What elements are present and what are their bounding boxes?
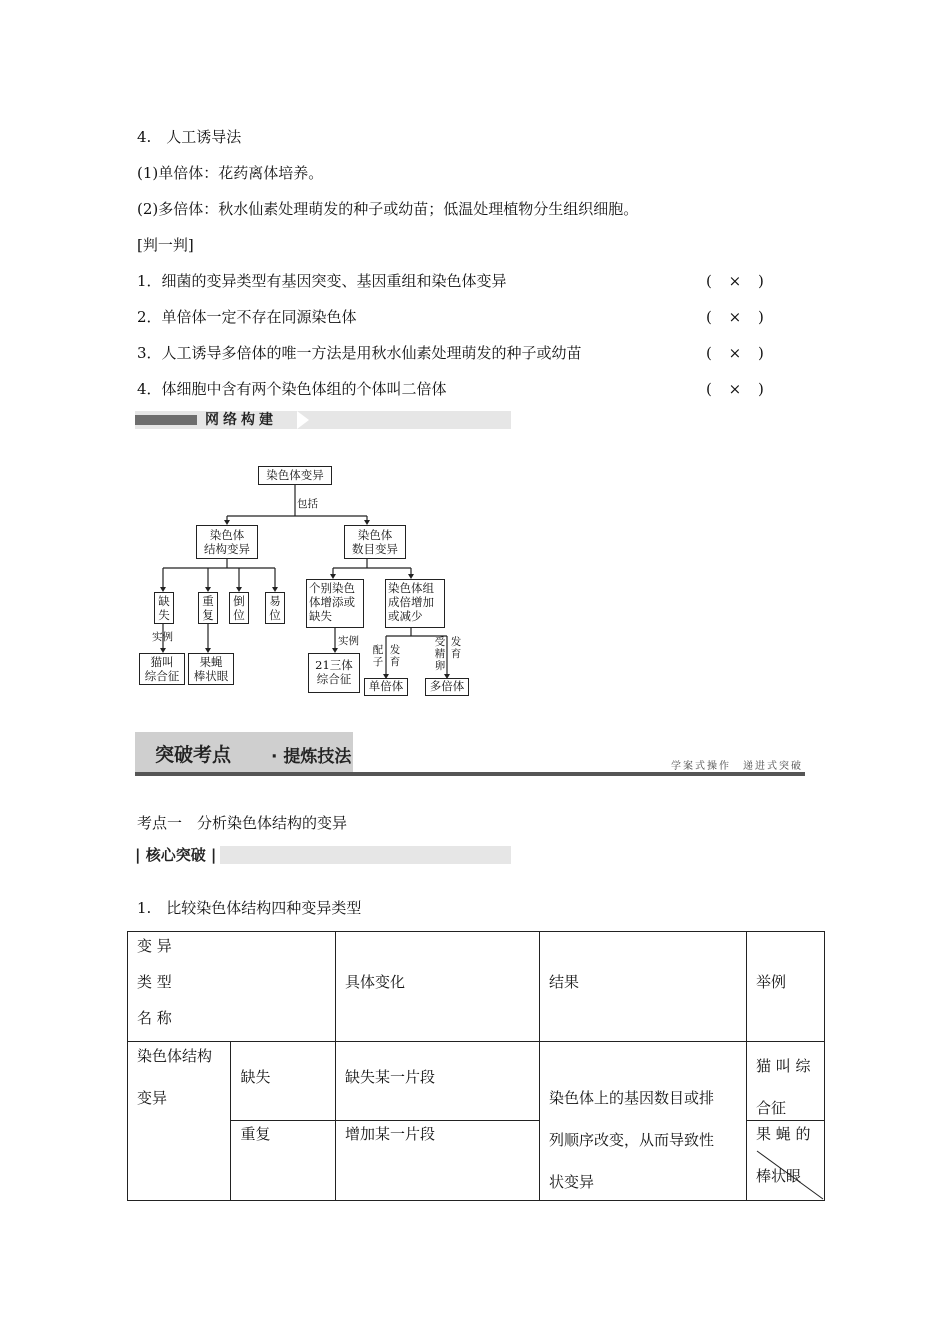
node-t21-line2: 综合征	[316, 672, 352, 686]
cell-type-duplication	[231, 1121, 336, 1201]
example-duplication-line1: 果 蝇 的	[756, 1125, 811, 1143]
diagonal-slash-mark	[747, 1121, 825, 1201]
header-result	[540, 932, 747, 1042]
cell-change-deletion	[336, 1042, 540, 1121]
node-deletion: 缺失	[154, 592, 174, 624]
breakthrough-subtitle: · 提炼技法	[271, 747, 352, 767]
node-duplication: 重复	[198, 592, 218, 624]
network-bar-accent	[135, 415, 197, 425]
node-cri-du-chat	[139, 653, 185, 685]
node-number-variation	[344, 525, 406, 559]
cell-type-deletion	[231, 1042, 336, 1121]
example-duplication-line2: 棒状眼	[756, 1167, 802, 1185]
header-type-line1: 变 异	[137, 937, 172, 955]
node-bar-eye	[188, 653, 234, 685]
judge-mark-2: ( × )	[706, 308, 770, 326]
node-number-line1: 染色体	[357, 528, 393, 542]
breakthrough-tagline: 学案式操作 递进式突破	[671, 761, 803, 772]
result-line2: 列顺序改变，从而导致性	[549, 1131, 715, 1149]
node-set-line1: 染色体组	[388, 581, 434, 595]
type-duplication-text: 重复	[240, 1125, 271, 1143]
breakthrough-header	[135, 732, 805, 776]
node-structure-variation	[196, 525, 258, 559]
node-fly-line1: 果蝇	[199, 655, 223, 669]
judge-item-3: 3．人工诱导多倍体的唯一方法是用秋水仙素处理萌发的种子或幼苗	[137, 344, 582, 362]
label-example-2: 实例	[338, 635, 359, 647]
node-indiv-line2: 体增添或	[309, 595, 355, 609]
change-deletion-text: 缺失某一片段	[345, 1068, 436, 1086]
node-individual-chromosome	[306, 579, 364, 628]
cell-example-deletion	[747, 1042, 825, 1121]
network-section-bar	[135, 411, 511, 429]
header-type-line2: 类 型	[137, 973, 172, 991]
judge-item-2: 2．单倍体一定不存在同源染色体	[137, 308, 357, 326]
method-item-haploid: (1)单倍体：花药离体培养。	[137, 164, 324, 182]
node-set-line2: 成倍增加	[388, 595, 434, 609]
label-gamete: 配子	[372, 644, 384, 668]
judge-title: [判一判]	[137, 236, 194, 254]
network-section-title: 网络构建	[205, 412, 277, 428]
type-deletion-text: 缺失	[240, 1068, 271, 1086]
change-duplication-text: 增加某一片段	[345, 1125, 436, 1143]
node-haploid: 单倍体	[364, 678, 408, 696]
variation-table	[127, 931, 825, 1201]
breakthrough-title: 突破考点	[155, 744, 232, 766]
example-deletion-line1: 猫 叫 综	[756, 1057, 811, 1075]
category-line1: 染色体结构	[137, 1047, 213, 1065]
judge-item-1: 1．细菌的变异类型有基因突变、基因重组和染色体变异	[137, 272, 507, 290]
node-set-line3: 或减少	[388, 609, 423, 623]
method-heading: 4. 人工诱导法	[137, 128, 242, 146]
node-indiv-line3: 缺失	[309, 609, 332, 623]
cell-example-duplication	[747, 1121, 825, 1201]
node-cat-line1: 猫叫	[150, 655, 174, 669]
result-line3: 状变异	[549, 1173, 595, 1191]
compare-heading: 1. 比较染色体结构四种变异类型	[137, 899, 362, 917]
header-example-text: 举例	[756, 973, 787, 991]
category-line2: 变异	[137, 1089, 168, 1107]
core-section-bar	[135, 846, 511, 864]
node-chromosome-variation: 染色体变异	[258, 466, 332, 485]
cell-change-duplication	[336, 1121, 540, 1201]
method-item-polyploid: (2)多倍体：秋水仙素处理萌发的种子或幼苗；低温处理植物分生组织细胞。	[137, 200, 639, 218]
label-example-1: 实例	[152, 631, 173, 643]
node-t21-line1: 21三体	[315, 658, 353, 672]
concept-map	[135, 460, 511, 700]
node-chromosome-set	[385, 579, 445, 628]
judge-item-4: 4．体细胞中含有两个染色体组的个体叫二倍体	[137, 380, 447, 398]
node-inversion: 倒位	[229, 592, 249, 624]
node-cat-line2: 综合征	[144, 669, 180, 683]
node-trisomy-21	[308, 653, 360, 693]
core-section-title: | 核心突破 |	[135, 845, 220, 865]
judge-mark-3: ( × )	[706, 344, 770, 362]
node-polyploid: 多倍体	[425, 678, 469, 696]
label-include: 包括	[297, 498, 318, 510]
judge-mark-1: ( × )	[706, 272, 770, 290]
label-fertilized-egg: 受精卵	[434, 636, 446, 672]
node-structure-line1: 染色体	[209, 528, 245, 542]
label-develop-1: 发育	[389, 644, 401, 668]
table-row	[128, 1042, 825, 1121]
header-type-line3: 名 称	[137, 1009, 172, 1027]
cell-category	[128, 1042, 231, 1201]
header-specific-change	[336, 932, 540, 1042]
header-type-name	[128, 932, 336, 1042]
network-bar-arrow-icon	[297, 411, 309, 429]
result-line1: 染色体上的基因数目或排	[549, 1089, 715, 1107]
node-number-line2: 数目变异	[352, 542, 398, 556]
breakthrough-header-rule	[135, 772, 805, 776]
cell-result	[540, 1042, 747, 1201]
node-indiv-line1: 个别染色	[309, 581, 355, 595]
point1-title: 考点一 分析染色体结构的变异	[137, 814, 348, 832]
judge-mark-4: ( × )	[706, 380, 770, 398]
node-fly-line2: 棒状眼	[193, 669, 229, 683]
header-change-text: 具体变化	[345, 973, 406, 991]
node-structure-line2: 结构变异	[204, 542, 250, 556]
header-example	[747, 932, 825, 1042]
header-result-text: 结果	[549, 973, 580, 991]
label-develop-2: 发育	[450, 636, 462, 660]
node-translocation: 易位	[265, 592, 285, 624]
table-header-row	[128, 932, 825, 1042]
example-deletion-line2: 合征	[756, 1099, 787, 1117]
